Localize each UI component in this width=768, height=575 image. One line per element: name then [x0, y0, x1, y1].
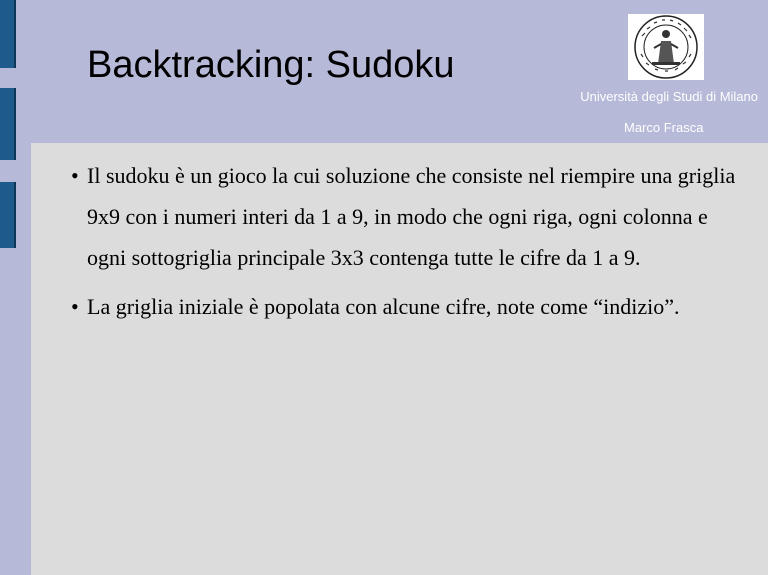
bullet-icon: •	[71, 294, 79, 319]
bullet-list	[56, 155, 746, 327]
bullet-item	[56, 286, 746, 327]
seal-icon	[628, 14, 704, 80]
author-name: Marco Frasca	[624, 120, 704, 135]
left-tab-decoration	[0, 88, 16, 160]
left-tab-decoration	[0, 0, 16, 68]
university-seal-logo	[628, 14, 704, 80]
left-tab-decoration	[0, 182, 16, 248]
bullet-text: Il sudoku è un gioco la cui soluzione che consiste nel riempire una griglia 9x9 con i numeri interi da 1 a 9, in modo che ogni riga, ogni colonna e ogni sottogriglia principale 3x3 contenga tutte le cifre da 1 a 9.	[87, 163, 736, 270]
bullet-text: La griglia iniziale è popolata con alcune cifre, note come “indizio”.	[87, 294, 680, 319]
bullet-icon: •	[71, 163, 79, 188]
slide-title: Backtracking: Sudoku	[87, 44, 455, 86]
bullet-item	[56, 155, 746, 278]
university-name: Università degli Studi di Milano	[580, 89, 758, 104]
left-decoration	[0, 0, 14, 575]
